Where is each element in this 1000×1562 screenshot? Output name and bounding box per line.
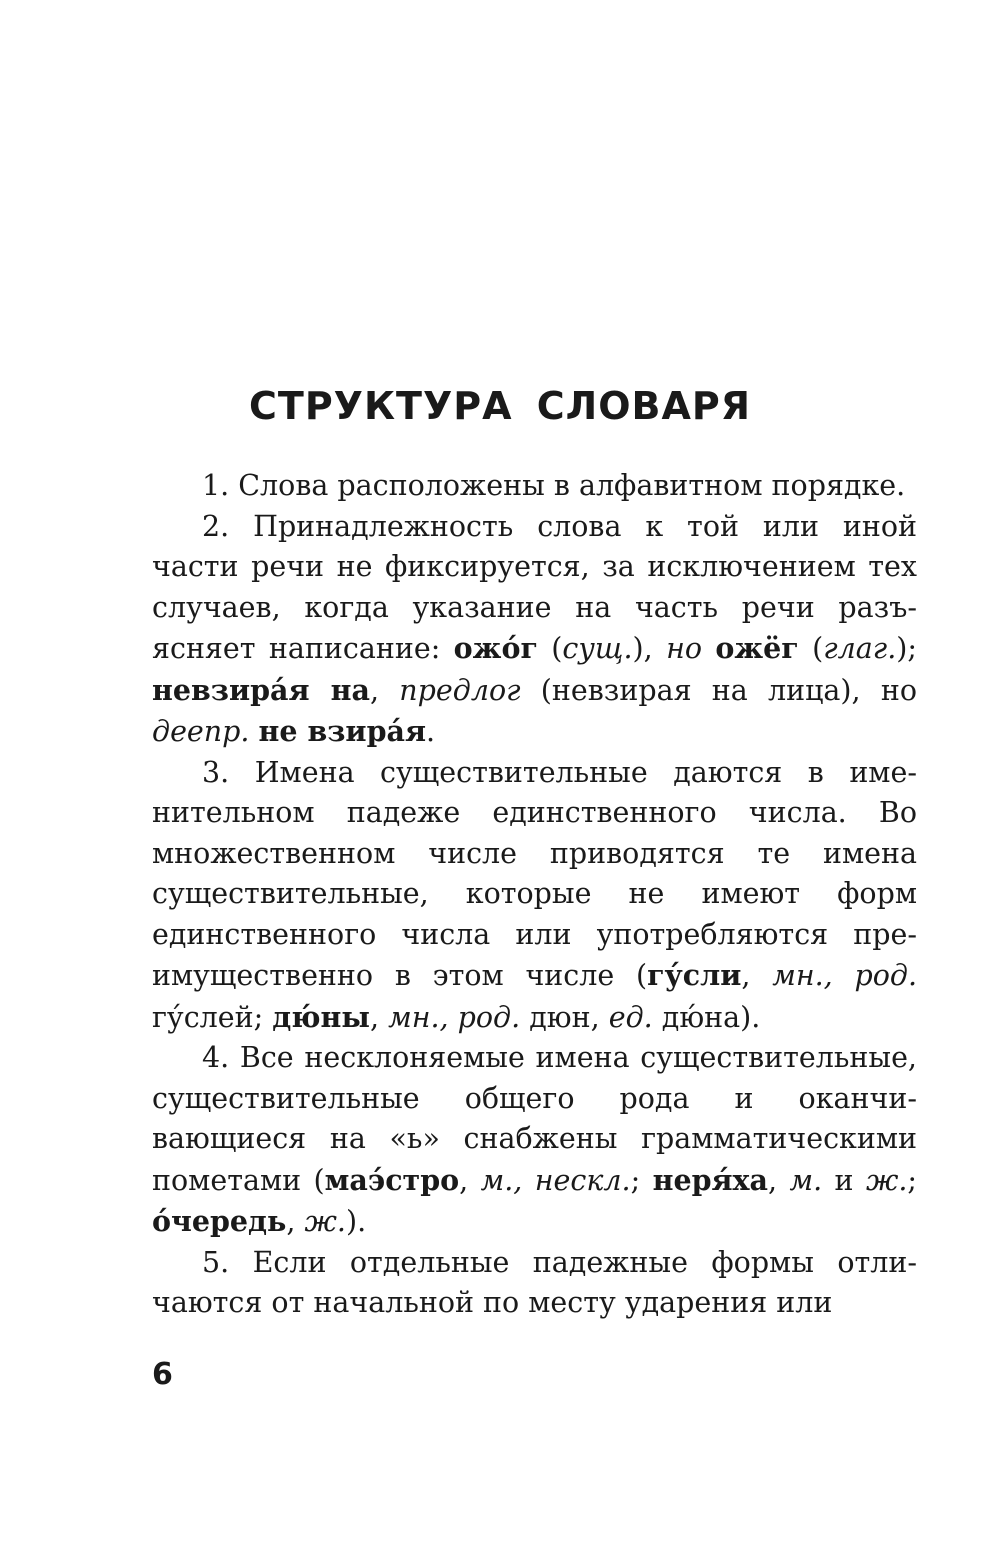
page-title: СТРУКТУРА СЛОВАРЯ xyxy=(249,384,751,428)
body-text xyxy=(152,466,917,1324)
text-run: мн., род. xyxy=(772,959,918,992)
text-run: ( xyxy=(798,632,824,665)
text-run: дю́ны xyxy=(272,999,370,1034)
text-run: но xyxy=(666,632,702,665)
paragraph-2 xyxy=(152,507,917,753)
text-run: мн., род. xyxy=(388,1000,521,1034)
text-run: 4. Все несклоняемые имена существительные, существительные общего рода и оканчивающиеся на «ь» снабжены грамматическими пометами ( xyxy=(152,1041,917,1197)
text-run: 3. Имена существительные даются в именительном падеже единственного числа. Во множественном числе приводятся те имена существительные, которые не имеют форм единственного числа или употребляются преимущественно в этом числе ( xyxy=(152,755,917,992)
text-run: ), xyxy=(632,632,667,665)
text-run: глаг. xyxy=(823,632,897,665)
text-run: , xyxy=(768,1163,790,1197)
text-run: не взира́я xyxy=(258,714,427,748)
text-run: предлог xyxy=(399,673,521,707)
text-run: ). xyxy=(346,1205,367,1238)
paragraph-1 xyxy=(152,466,917,507)
text-run xyxy=(249,715,258,748)
text-run: м., нескл. xyxy=(480,1163,631,1197)
text-run: деепр. xyxy=(152,715,250,748)
paragraph-4 xyxy=(152,1038,917,1243)
text-run: и xyxy=(822,1163,866,1197)
text-run: , xyxy=(370,673,400,707)
text-run: ед. xyxy=(608,1000,653,1034)
text-run: , xyxy=(286,1205,305,1238)
text-run: . xyxy=(426,715,436,748)
text-run: , xyxy=(741,959,773,992)
text-run: (невзирая на лица), но xyxy=(520,673,917,707)
text-run: 2. Принадлежность слова к той или иной части речи не фиксируется, за исключением тех случаев, когда указание на часть речи разъясняет написание: xyxy=(152,509,917,665)
text-run: маэ́стро xyxy=(324,1162,460,1197)
text-run: ; xyxy=(630,1163,653,1197)
text-run: ожёг xyxy=(715,631,799,665)
text-run: невзира́я на xyxy=(152,672,370,707)
page-number: 6 xyxy=(152,1357,173,1392)
text-run xyxy=(702,632,715,665)
text-run: неря́ха xyxy=(652,1162,769,1197)
paragraph-5 xyxy=(152,1243,917,1324)
text-run: ); xyxy=(896,632,917,665)
text-run: ж. xyxy=(865,1163,908,1197)
text-run: 1. Слова расположены в алфавитном порядке. xyxy=(202,469,906,502)
text-run: о́чередь xyxy=(152,1204,287,1238)
text-run: м. xyxy=(789,1163,823,1197)
text-run: , xyxy=(369,1000,389,1034)
text-run: сущ. xyxy=(562,632,633,665)
text-run: ж. xyxy=(304,1205,346,1238)
text-run: ; xyxy=(907,1163,918,1197)
text-run: 5. Если отдельные падежные формы отличаются от начальной по месту ударения или xyxy=(152,1245,917,1319)
text-run: дюн, xyxy=(520,1000,609,1034)
text-run: дю́на). xyxy=(652,1000,761,1034)
text-run: гу́слей; xyxy=(152,1000,273,1034)
text-run: гу́сли xyxy=(647,958,742,992)
paragraph-3 xyxy=(152,753,917,1039)
text-run: ожо́г xyxy=(453,631,538,665)
text-run: ( xyxy=(537,632,563,665)
text-run: , xyxy=(459,1163,481,1197)
